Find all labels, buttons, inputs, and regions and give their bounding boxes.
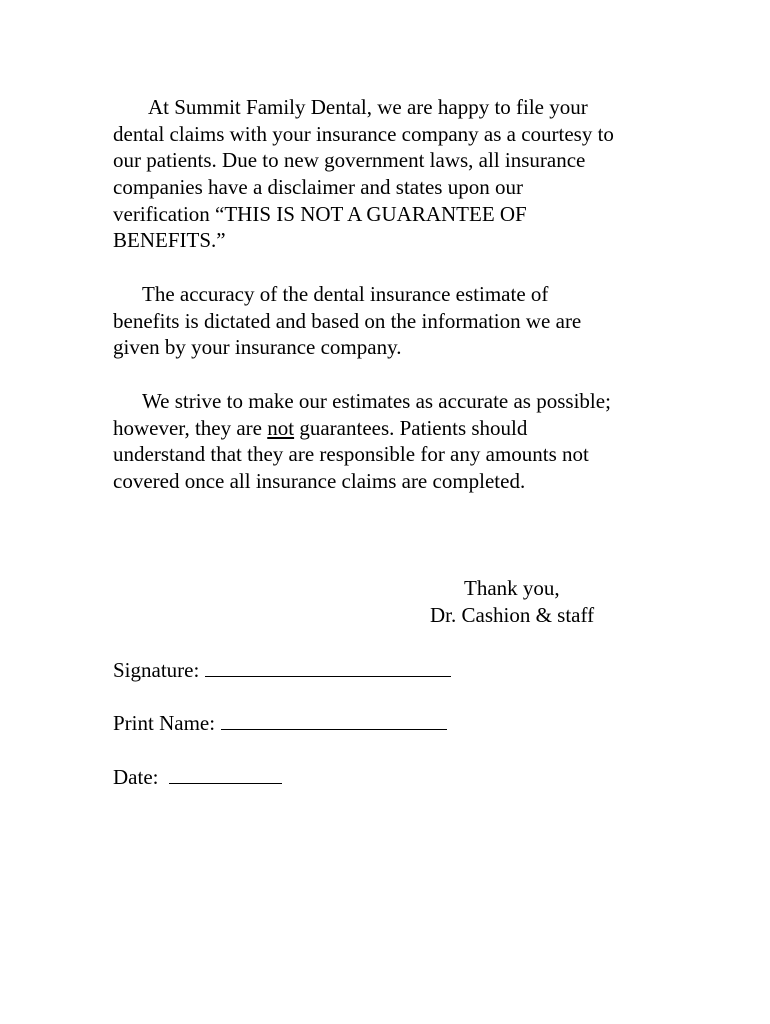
- paragraph-line: At Summit Family Dental, we are happy to file your: [148, 95, 588, 119]
- line-text: however, they are: [113, 415, 268, 440]
- paragraph-line: covered once all insurance claims are completed.: [113, 469, 526, 494]
- emphasis-not: not: [267, 415, 295, 440]
- paragraph-line: BENEFITS.”: [113, 228, 226, 253]
- paragraph-line: our patients. Due to new government laws, all insurance: [113, 148, 586, 173]
- paragraph-line: understand that they are responsible for any amounts not: [113, 442, 589, 467]
- signature-line[interactable]: [205, 656, 451, 677]
- print-name-line[interactable]: [221, 709, 447, 730]
- closing-thanks: Thank you,: [464, 576, 560, 600]
- date-line[interactable]: [169, 763, 282, 784]
- paragraph-line: dental claims with your insurance company as a courtesy to: [113, 121, 614, 146]
- paragraph-line: We strive to make our estimates as accurate as possible;: [142, 389, 611, 413]
- date-label: Date:: [113, 765, 159, 789]
- paragraph-line: given by your insurance company.: [113, 335, 402, 360]
- paragraph-line: companies have a disclaimer and states upon our: [113, 175, 523, 200]
- paragraph-line: verification “THIS IS NOT A GUARANTEE OF: [113, 201, 527, 226]
- paragraph-line: The accuracy of the dental insurance estimate of: [142, 282, 549, 306]
- intro-paragraph: [113, 94, 673, 254]
- signature-label: Signature:: [113, 658, 200, 682]
- responsibility-paragraph: [113, 388, 673, 495]
- print-name-field: [113, 709, 447, 737]
- closing-sender: Dr. Cashion & staff: [430, 602, 595, 627]
- accuracy-paragraph: [113, 281, 673, 361]
- print-name-label: Print Name:: [113, 711, 216, 735]
- signature-field: [113, 656, 451, 684]
- line-text: guarantees. Patients should: [294, 415, 528, 440]
- paragraph-line: [113, 415, 673, 442]
- closing-block: [430, 575, 690, 628]
- paragraph-line: benefits is dictated and based on the information we are: [113, 308, 582, 333]
- date-field: [113, 763, 282, 791]
